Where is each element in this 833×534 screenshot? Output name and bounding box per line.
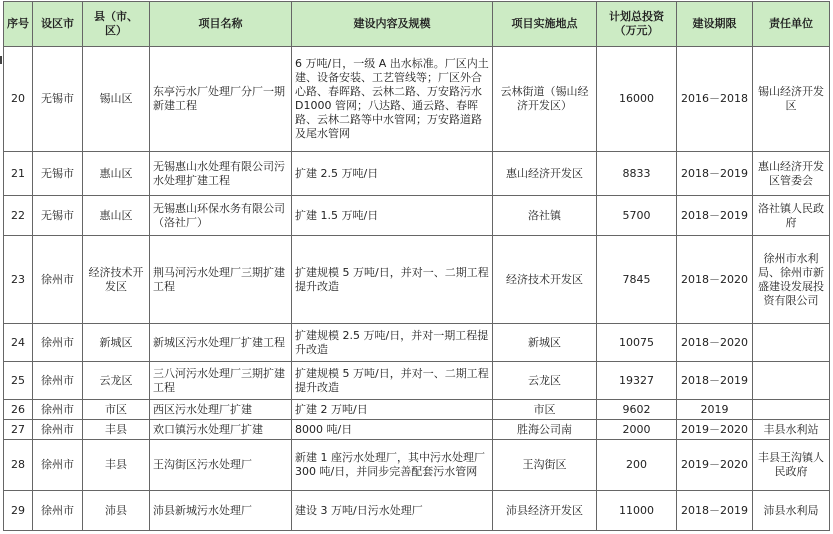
table-row	[4, 236, 830, 324]
table-row	[4, 362, 830, 400]
period-cell: 2018－2020	[677, 324, 753, 362]
location-cell: 胜海公司南	[493, 420, 597, 440]
period-cell: 2018－2019	[677, 196, 753, 236]
content-cell: 建设 3 万吨/日污水处理厂	[292, 491, 493, 531]
row-number: 20	[4, 47, 33, 152]
period-cell: 2016－2018	[677, 47, 753, 152]
header-cell: 计划总投资（万元）	[597, 2, 677, 47]
content-cell: 扩建规模 5 万吨/日，并对一、二期工程提升改造	[292, 236, 493, 324]
project-name-cell: 荆马河污水处理厂三期扩建工程	[150, 236, 292, 324]
location-cell: 洛社镇	[493, 196, 597, 236]
table-row	[4, 47, 830, 152]
location-cell: 云龙区	[493, 362, 597, 400]
header-row	[4, 2, 830, 47]
county-cell: 市区	[83, 400, 150, 420]
location-cell: 经济技术开发区	[493, 236, 597, 324]
city-cell: 无锡市	[33, 196, 83, 236]
county-cell: 丰县	[83, 420, 150, 440]
content-cell: 扩建 1.5 万吨/日	[292, 196, 493, 236]
city-cell: 徐州市	[33, 420, 83, 440]
project-name-cell: 沛县新城污水处理厂	[150, 491, 292, 531]
row-number: 22	[4, 196, 33, 236]
period-cell: 2019	[677, 400, 753, 420]
content-cell: 扩建规模 2.5 万吨/日，并对一期工程提升改造	[292, 324, 493, 362]
period-cell: 2018－2019	[677, 491, 753, 531]
city-cell: 徐州市	[33, 440, 83, 491]
header-cell: 建设内容及规模	[292, 2, 493, 47]
unit-cell: 丰县王沟镇人民政府	[753, 440, 830, 491]
row-number: 26	[4, 400, 33, 420]
period-cell: 2018－2019	[677, 152, 753, 196]
table-row	[4, 324, 830, 362]
project-name-cell: 新城区污水处理厂扩建工程	[150, 324, 292, 362]
project-name-cell: 无锡惠山水处理有限公司污水处理扩建工程	[150, 152, 292, 196]
county-cell: 惠山区	[83, 152, 150, 196]
project-name-cell: 欢口镇污水处理厂扩建	[150, 420, 292, 440]
city-cell: 徐州市	[33, 324, 83, 362]
unit-cell: 丰县水利站	[753, 420, 830, 440]
location-cell: 王沟街区	[493, 440, 597, 491]
investment-cell: 2000	[597, 420, 677, 440]
unit-cell: 徐州市水利局、徐州市新盛建设发展投资有限公司	[753, 236, 830, 324]
content-cell: 6 万吨/日，一级 A 出水标准。厂区内土建、设备安装、工艺管线等；厂区外合心路、春晖路、云林二路、万安路污水 D1000 管网；八达路、通云路、春晖路、云林二路等中水管网；万安路道路及尾水管网	[292, 47, 493, 152]
location-cell: 惠山经济开发区	[493, 152, 597, 196]
unit-cell: 洛社镇人民政府	[753, 196, 830, 236]
county-cell: 新城区	[83, 324, 150, 362]
margin-mark	[0, 56, 2, 64]
city-cell: 徐州市	[33, 491, 83, 531]
header-cell: 县（市、区）	[83, 2, 150, 47]
row-number: 24	[4, 324, 33, 362]
header-cell: 建设期限	[677, 2, 753, 47]
unit-cell	[753, 324, 830, 362]
project-name-cell: 东亭污水厂处理厂分厂一期新建工程	[150, 47, 292, 152]
table-row	[4, 420, 830, 440]
county-cell: 惠山区	[83, 196, 150, 236]
city-cell: 徐州市	[33, 362, 83, 400]
project-name-cell: 三八河污水处理厂三期扩建工程	[150, 362, 292, 400]
period-cell: 2019－2020	[677, 440, 753, 491]
table-row	[4, 491, 830, 531]
county-cell: 沛县	[83, 491, 150, 531]
investment-cell: 200	[597, 440, 677, 491]
content-cell: 扩建规模 5 万吨/日，并对一、二期工程提升改造	[292, 362, 493, 400]
unit-cell: 锡山经济开发区	[753, 47, 830, 152]
city-cell: 徐州市	[33, 236, 83, 324]
investment-cell: 11000	[597, 491, 677, 531]
investment-cell: 7845	[597, 236, 677, 324]
unit-cell: 沛县水利局	[753, 491, 830, 531]
unit-cell: 惠山经济开发区管委会	[753, 152, 830, 196]
content-cell: 新建 1 座污水处理厂，其中污水处理厂 300 吨/日，并同步完善配套污水管网	[292, 440, 493, 491]
investment-cell: 5700	[597, 196, 677, 236]
city-cell: 无锡市	[33, 47, 83, 152]
county-cell: 经济技术开发区	[83, 236, 150, 324]
project-name-cell: 王沟街区污水处理厂	[150, 440, 292, 491]
header-cell: 项目名称	[150, 2, 292, 47]
location-cell: 云林街道（锡山经济开发区）	[493, 47, 597, 152]
content-cell: 扩建 2 万吨/日	[292, 400, 493, 420]
period-cell: 2019－2020	[677, 420, 753, 440]
project-name-cell: 无锡惠山环保水务有限公司（洛社厂）	[150, 196, 292, 236]
row-number: 25	[4, 362, 33, 400]
header-cell: 责任单位	[753, 2, 830, 47]
unit-cell	[753, 362, 830, 400]
content-cell: 8000 吨/日	[292, 420, 493, 440]
investment-cell: 10075	[597, 324, 677, 362]
location-cell: 新城区	[493, 324, 597, 362]
table-row	[4, 440, 830, 491]
county-cell: 云龙区	[83, 362, 150, 400]
project-name-cell: 西区污水处理厂扩建	[150, 400, 292, 420]
table-row	[4, 196, 830, 236]
unit-cell	[753, 400, 830, 420]
content-cell: 扩建 2.5 万吨/日	[292, 152, 493, 196]
county-cell: 锡山区	[83, 47, 150, 152]
location-cell: 市区	[493, 400, 597, 420]
row-number: 23	[4, 236, 33, 324]
row-number: 28	[4, 440, 33, 491]
project-table	[3, 1, 830, 531]
header-cell: 项目实施地点	[493, 2, 597, 47]
city-cell: 无锡市	[33, 152, 83, 196]
county-cell: 丰县	[83, 440, 150, 491]
location-cell: 沛县经济开发区	[493, 491, 597, 531]
row-number: 21	[4, 152, 33, 196]
table-row	[4, 152, 830, 196]
investment-cell: 16000	[597, 47, 677, 152]
investment-cell: 8833	[597, 152, 677, 196]
period-cell: 2018－2020	[677, 236, 753, 324]
header-cell: 序号	[4, 2, 33, 47]
row-number: 27	[4, 420, 33, 440]
period-cell: 2018－2019	[677, 362, 753, 400]
investment-cell: 9602	[597, 400, 677, 420]
table-row	[4, 400, 830, 420]
header-cell: 设区市	[33, 2, 83, 47]
investment-cell: 19327	[597, 362, 677, 400]
row-number: 29	[4, 491, 33, 531]
city-cell: 徐州市	[33, 400, 83, 420]
